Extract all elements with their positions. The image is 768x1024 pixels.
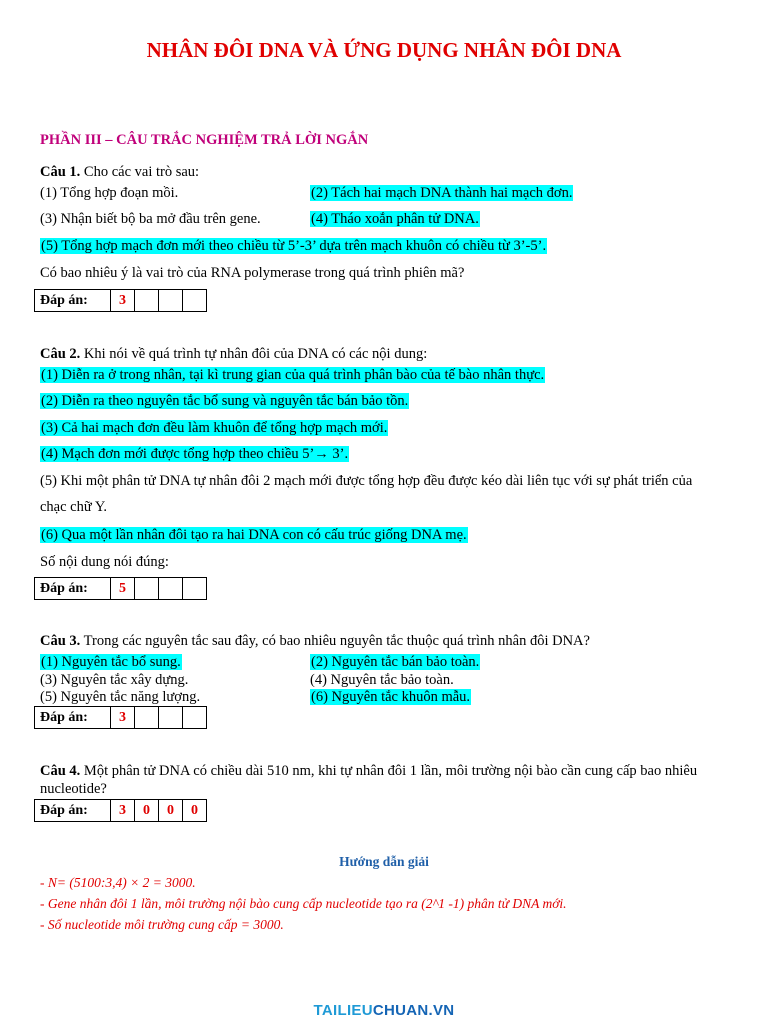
q3-stem: [40, 632, 590, 650]
q2-option-4: (4) Mạch đơn mới được tổng hợp theo chiều 5’→ 3’.: [41, 446, 349, 462]
answer-cell: [135, 707, 159, 729]
answer-cell: 5: [111, 578, 135, 600]
q3-label: Câu 3.: [40, 633, 81, 649]
q2-text: Khi nói về quá trình tự nhân đôi của DNA có các nội dung:: [80, 346, 428, 362]
q2-option-2: (2) Diễn ra theo nguyên tắc bổ sung và nguyên tắc bán bảo tồn.: [41, 393, 409, 409]
answer-cell: 0: [159, 800, 183, 822]
q3-option-5: (5) Nguyên tắc năng lượng.: [40, 689, 201, 705]
q4-text: Một phân tử DNA có chiều dài 510 nm, khi tự nhân đôi 1 lần, môi trường nội bào cần cung cấp bao nhiêu: [80, 763, 698, 779]
logo-part-2: CHUAN.VN: [372, 1002, 455, 1019]
q2-option-5-cont: chạc chữ Y.: [40, 499, 108, 515]
q4-answer-box: [34, 799, 207, 822]
answer-label: Đáp án:: [35, 578, 111, 600]
q1-answer-box: [34, 289, 207, 312]
q3-option-1: (1) Nguyên tắc bổ sung.: [41, 654, 181, 670]
answer-cell: [183, 707, 207, 729]
guide-title: Hướng dẫn giải: [339, 854, 429, 869]
q2-answer-box: [34, 577, 207, 600]
q3-option-3: (3) Nguyên tắc xây dựng.: [40, 672, 189, 688]
answer-cell: 0: [135, 800, 159, 822]
answer-label: Đáp án:: [35, 800, 111, 822]
q2-question: Số nội dung nói đúng:: [40, 554, 169, 570]
q1-option-5: (5) Tổng hợp mạch đơn mới theo chiều từ 5’-3’ dựa trên mạch khuôn có chiều từ 3’-5’.: [41, 238, 547, 254]
answer-cell: [159, 290, 183, 312]
q1-option-1: (1) Tổng hợp đoạn mồi.: [40, 185, 179, 201]
q4-stem: [40, 762, 697, 780]
answer-label: Đáp án:: [35, 290, 111, 312]
q3-option-2: (2) Nguyên tắc bán bảo toàn.: [311, 654, 480, 670]
guide-line: - Gene nhân đôi 1 lần, môi trường nội bào cung cấp nucleotide tạo ra (2^1 -1) phân tử DNA mới.: [40, 896, 567, 911]
q2-option-1: (1) Diễn ra ở trong nhân, tại kì trung gian của quá trình phân bào của tế bào nhân thực.: [41, 367, 545, 383]
q1-label: Câu 1.: [40, 164, 81, 180]
q2-option-5: (5) Khi một phân tử DNA tự nhân đôi 2 mạch mới được tổng hợp đều được kéo dài liên tục với sự phát triển của: [40, 473, 693, 489]
answer-cell: [159, 578, 183, 600]
answer-cell: [135, 578, 159, 600]
guide-line: - N= (5100:3,4) × 2 = 3000.: [40, 875, 196, 890]
section-heading: PHẦN III – CÂU TRẮC NGHIỆM TRẢ LỜI NGẮN: [40, 132, 369, 148]
q4-text-cont: nucleotide?: [40, 781, 107, 797]
q1-text: Cho các vai trò sau:: [80, 164, 200, 180]
q3-option-6: (6) Nguyên tắc khuôn mẫu.: [311, 689, 471, 705]
logo-part-1: TAILIEU: [313, 1002, 373, 1019]
q2-stem: [40, 345, 427, 363]
answer-cell: [183, 290, 207, 312]
q2-option-6: (6) Qua một lần nhân đôi tạo ra hai DNA con có cấu trúc giống DNA mẹ.: [41, 527, 467, 543]
q2-option-3: (3) Cả hai mạch đơn đều làm khuôn để tổng hợp mạch mới.: [41, 420, 388, 436]
page-title: NHÂN ĐÔI DNA VÀ ỨNG DỤNG NHÂN ĐÔI DNA: [146, 38, 622, 62]
q1-option-4: (4) Tháo xoắn phân tử DNA.: [311, 211, 479, 227]
answer-label: Đáp án:: [35, 707, 111, 729]
q3-text: Trong các nguyên tắc sau đây, có bao nhiêu nguyên tắc thuộc quá trình nhân đôi DNA?: [80, 633, 590, 649]
guide-line: - Số nucleotide môi trường cung cấp = 3000.: [40, 917, 284, 932]
q1-option-2: (2) Tách hai mạch DNA thành hai mạch đơn.: [311, 185, 573, 201]
site-logo[interactable]: [0, 1002, 768, 1019]
answer-cell: 3: [111, 290, 135, 312]
q3-option-4: (4) Nguyên tắc bảo toàn.: [310, 672, 454, 688]
answer-cell: [159, 707, 183, 729]
q3-answer-box: [34, 706, 207, 729]
answer-cell: 3: [111, 707, 135, 729]
answer-cell: [135, 290, 159, 312]
q1-option-3: (3) Nhận biết bộ ba mở đầu trên gene.: [40, 211, 261, 227]
q4-label: Câu 4.: [40, 763, 81, 779]
q1-question: Có bao nhiêu ý là vai trò của RNA polymerase trong quá trình phiên mã?: [40, 265, 465, 281]
answer-cell: [183, 578, 207, 600]
answer-cell: 0: [183, 800, 207, 822]
answer-cell: 3: [111, 800, 135, 822]
q1-stem: [40, 163, 199, 181]
q2-label: Câu 2.: [40, 346, 81, 362]
